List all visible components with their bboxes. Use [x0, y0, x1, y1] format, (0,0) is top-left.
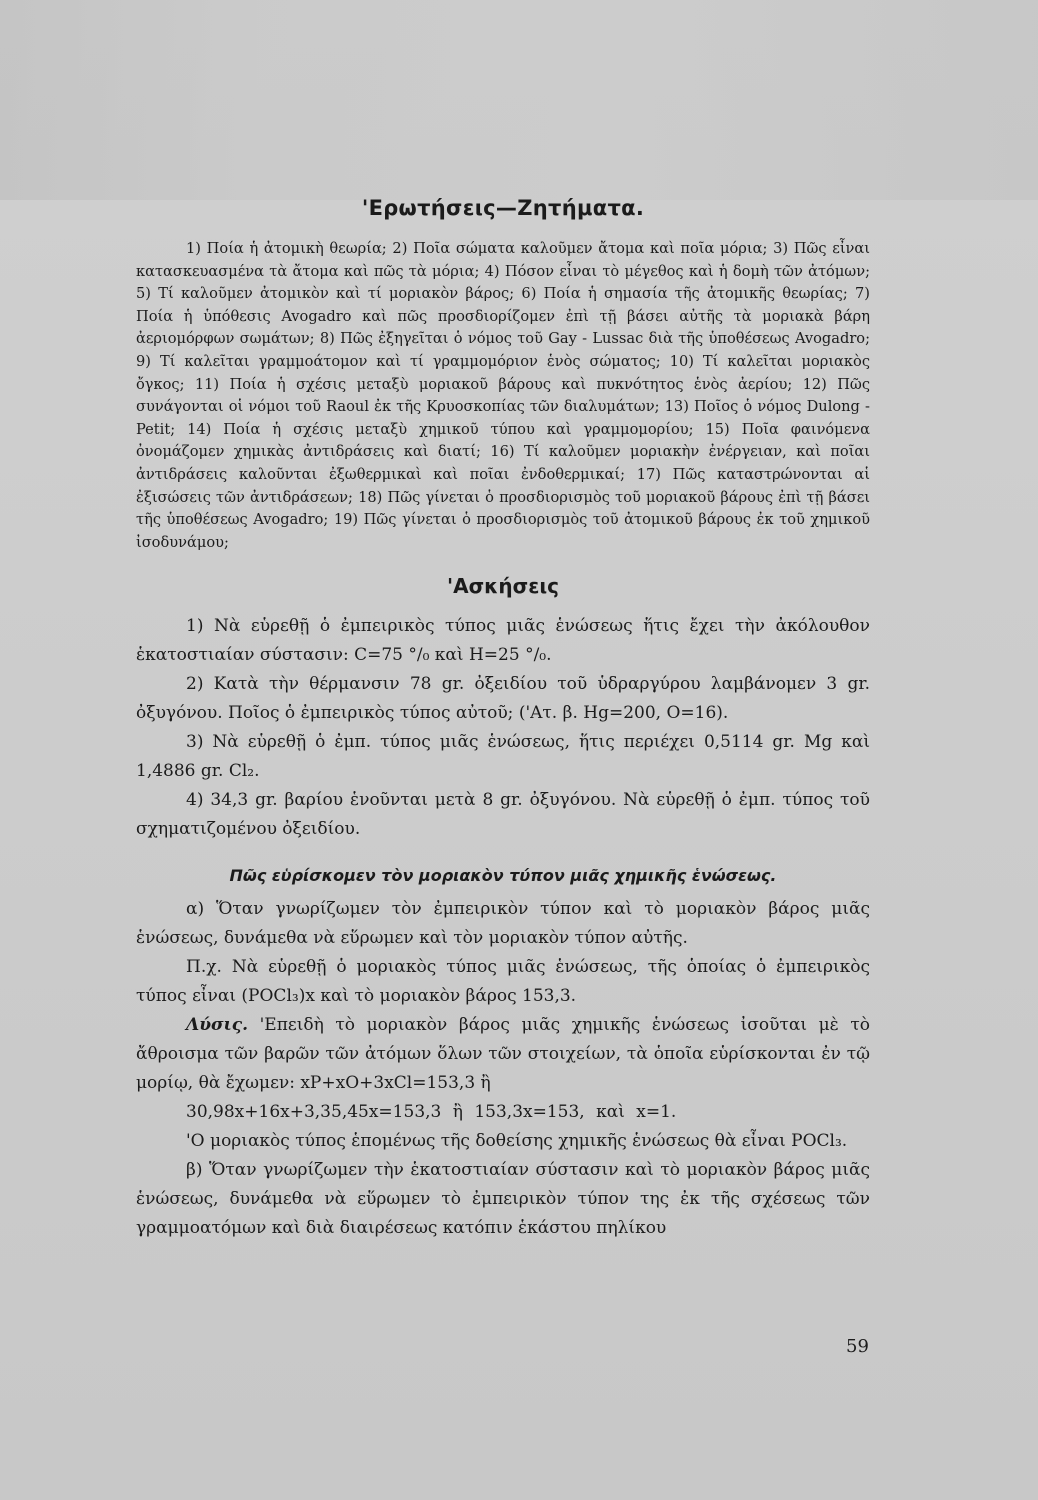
solution-text: 'Επειδὴ τὸ μοριακὸν βάρος μιᾶς χημικῆς ἑνώσεως ἰσοῦται μὲ τὸ ἄθροισμα τῶν βαρῶν τῶν ἀτόμων ὅλων τῶν στοιχείων, τὰ ὁποῖα εὑρίσκονται ἐν τῷ μορίῳ, θὰ ἔχωμεν: xP+xO+3xCl=153,3 ἢ — [136, 1015, 870, 1094]
method-section — [136, 895, 870, 1243]
method-heading: Πῶς εὑρίσκομεν τὸν μοριακὸν τύπον μιᾶς χημικῆς ἑνώσεως. — [229, 866, 777, 886]
exercises-list — [136, 612, 870, 844]
solution-label: Λύσις. — [186, 1015, 249, 1036]
example-paragraph: Π.χ. Νὰ εὑρεθῇ ὁ μοριακὸς τύπος μιᾶς ἑνώσεως, τῆς ὁποίας ὁ ἐμπειρικὸς τύπος εἶναι (POCl₃)x καὶ τὸ μοριακὸν βάρος 153,3. — [136, 957, 870, 1007]
page-content — [136, 196, 870, 1243]
exercise-item: 3) Νὰ εὑρεθῇ ὁ ἐμπ. τύπος μιᾶς ἑνώσεως, ἥτις περιέχει 0,5114 gr. Mg καὶ 1,4886 gr. Cl₂. — [136, 732, 870, 782]
page-number: 59 — [846, 1336, 869, 1357]
bleed-through-shade — [0, 0, 1038, 200]
questions-heading: 'Ερωτήσεις—Ζητήματα. — [361, 196, 645, 220]
case-a-paragraph: α) Ὅταν γνωρίζωμεν τὸν ἐμπειρικὸν τύπον καὶ τὸ μοριακὸν βάρος μιᾶς ἑνώσεως, δυνάμεθα νὰ εὕρωμεν καὶ τὸν μοριακὸν τύπον αὐτῆς. — [136, 899, 870, 949]
exercises-heading: 'Ασκήσεις — [447, 574, 559, 599]
conclusion-paragraph: 'Ο μοριακὸς τύπος ἑπομένως τῆς δοθείσης χημικῆς ἑνώσεως θὰ εἶναι POCl₃. — [186, 1131, 848, 1152]
equation-line: 30,98x+16x+3,35,45x=153,3 ἢ 153,3x=153, καὶ x=1. — [186, 1102, 677, 1123]
case-b-paragraph: β) Ὅταν γνωρίζωμεν τὴν ἑκατοστιαίαν σύστασιν καὶ τὸ μοριακὸν βάρος μιᾶς ἑνώσεως, δυνάμεθα νὰ εὕρωμεν τὸ ἐμπειρικὸν τύπον της ἐκ τῆς σχέσεως τῶν γραμμοατόμων καὶ διὰ διαιρέσεως κατόπιν ἑκάστου πηλίκου — [136, 1160, 870, 1239]
questions-paragraph: 1) Ποία ἡ ἀτομικὴ θεωρία; 2) Ποῖα σώματα καλοῦμεν ἄτομα καὶ ποῖα μόρια; 3) Πῶς εἶναι κατασκευασμένα τὰ ἄτομα καὶ πῶς τὰ μόρια; 4) Πόσον εἶναι τὸ μέγεθος καὶ ἡ δομὴ τῶν ἀτόμων; 5) Τί καλοῦμεν ἀτομικὸν καὶ τί μοριακὸν βάρος; 6) Ποία ἡ σημασία τῆς ἀτομικῆς θεωρίας; 7) Ποία ἡ ὑπόθεσις Avogadro καὶ πῶς προσδιορίζομεν ἐπὶ τῇ βάσει αὐτῆς τὰ μοριακὰ βάρη ἀεριομόρφων σωμάτων; 8) Πῶς ἐξηγεῖται ὁ νόμος τοῦ Gay - Lussac διὰ τῆς ὑποθέσεως Avogadro; 9) Τί καλεῖται γραμμοάτομον καὶ τί γραμμομόριον ἑνὸς σώματος; 10) Τί καλεῖται μοριακὸς ὄγκος; 11) Ποία ἡ σχέσις μεταξὺ μοριακοῦ βάρους καὶ πυκνότητος ἑνὸς ἀερίου; 12) Πῶς συνάγονται οἱ νόμοι τοῦ Raoul ἐκ τῆς Κρυοσκοπίας τῶν διαλυμάτων; 13) Ποῖος ὁ νόμος Dulong - Petit; 14) Ποία ἡ σχέσις μεταξὺ χημικοῦ τύπου καὶ γραμμομορίου; 15) Ποῖα φαινόμενα ὀνομάζομεν χημικὰς ἀντιδράσεις καὶ διατί; 16) Τί καλοῦμεν μοριακὴν ἐνέργειαν, καὶ ποῖαι ἀντιδράσεις καλοῦνται ἐξωθερμικαὶ καὶ ποῖαι ἐνδοθερμικαί; 17) Πῶς καταστρώνονται αἱ ἐξισώσεις τῶν ἀντιδράσεων; 18) Πῶς γίνεται ὁ προσδιορισμὸς τοῦ μοριακοῦ βάρους ἐπὶ τῇ βάσει τῆς ὑποθέσεως Avogadro; 19) Πῶς γίνεται ὁ προσδιορισμὸς τοῦ ἀτομικοῦ βάρους ἐκ τοῦ χημικοῦ ἰσοδυνάμου; — [136, 240, 870, 551]
exercise-item: 4) 34,3 gr. βαρίου ἑνοῦνται μετὰ 8 gr. ὀξυγόνου. Νὰ εὑρεθῇ ὁ ἐμπ. τύπος τοῦ σχηματιζομένου ὀξειδίου. — [136, 790, 870, 840]
exercise-item: 1) Νὰ εὑρεθῇ ὁ ἐμπειρικὸς τύπος μιᾶς ἑνώσεως ἥτις ἔχει τὴν ἀκόλουθον ἑκατοστιαίαν σύστασιν: C=75 °/₀ καὶ H=25 °/₀. — [136, 616, 870, 666]
solution-paragraph — [136, 1011, 870, 1098]
exercise-item: 2) Κατὰ τὴν θέρμανσιν 78 gr. ὀξειδίου τοῦ ὑδραργύρου λαμβάνομεν 3 gr. ὀξυγόνου. Ποῖος ὁ ἐμπειρικὸς τύπος αὐτοῦ; ('Ατ. β. Hg=200, O=16). — [136, 674, 870, 724]
